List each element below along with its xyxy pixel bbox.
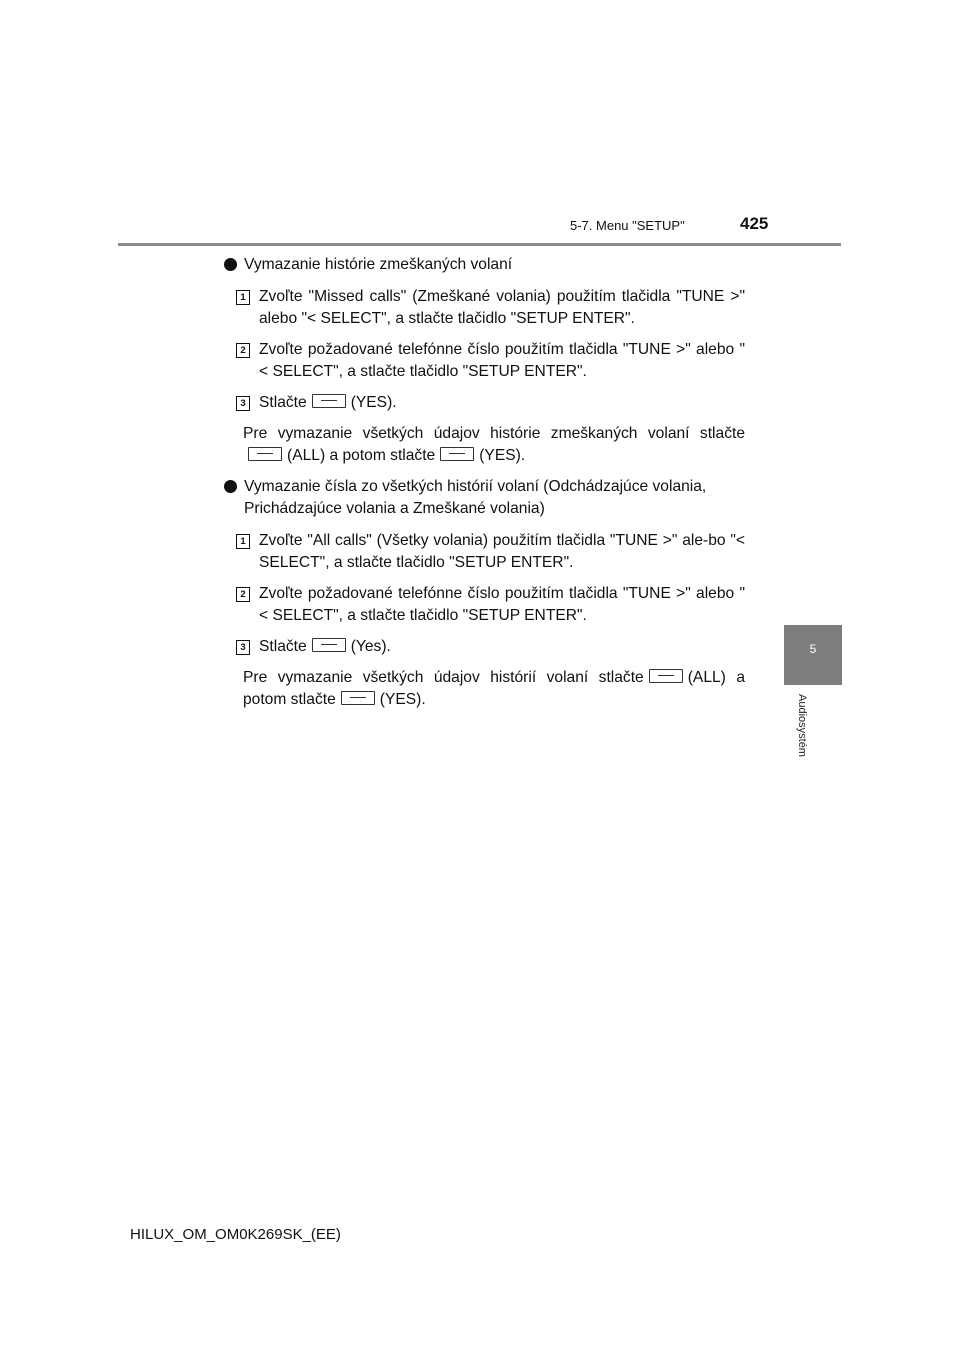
document-id: HILUX_OM_OM0K269SK_(EE)	[130, 1226, 341, 1243]
step-text: Zvoľte požadované telefónne číslo použitím tlačidla "TUNE >" alebo "< SELECT", a stlačte tlačidlo "SETUP ENTER".	[259, 341, 745, 380]
phone-button-icon	[440, 447, 474, 461]
note-part: Pre vymazanie všetkých údajov histórií volaní stlačte	[243, 669, 644, 686]
section-heading	[222, 254, 745, 276]
step-number-icon: 2	[236, 587, 250, 602]
step-text: Stlačte	[259, 638, 307, 655]
step-text: (Yes).	[350, 638, 391, 655]
step-text: (YES).	[350, 394, 397, 411]
step-text: Zvoľte "All calls" (Všetky volania) použitím tlačidla "TUNE >" ale-bo "< SELECT", a stlačte tlačidlo "SETUP ENTER".	[259, 532, 745, 571]
step-item	[222, 636, 745, 658]
page-number: 425	[740, 214, 769, 233]
phone-button-icon	[341, 691, 375, 705]
step-number-icon: 1	[236, 534, 250, 549]
note-part: (YES).	[379, 691, 426, 708]
step-number-icon: 1	[236, 290, 250, 305]
note-part: (ALL) a potom stlačte	[287, 447, 436, 464]
step-item	[222, 392, 745, 414]
step-item	[222, 286, 745, 330]
chapter-label: Audiosystém	[796, 694, 808, 757]
note-text	[222, 423, 745, 467]
phone-button-icon	[649, 669, 683, 683]
page-content	[222, 254, 745, 720]
note-part: (YES).	[479, 447, 526, 464]
step-number-icon: 3	[236, 396, 250, 411]
step-item	[222, 583, 745, 627]
section-heading-text: Vymazanie čísla zo všetkých histórií volaní (Odchádzajúce volania, Prichádzajúce volania a Zmeškané volania)	[244, 478, 707, 517]
step-item	[222, 339, 745, 383]
note-part: Pre vymazanie všetkých údajov histórie zmeškaných volaní stlačte	[243, 425, 745, 442]
step-number-icon: 2	[236, 343, 250, 358]
step-text: Stlačte	[259, 394, 307, 411]
header-divider	[118, 243, 841, 246]
step-text: Zvoľte "Missed calls" (Zmeškané volania) použitím tlačidla "TUNE >" alebo "< SELECT", a stlačte tlačidlo "SETUP ENTER".	[259, 288, 745, 327]
phone-button-icon	[312, 638, 346, 652]
section-heading	[222, 476, 745, 520]
phone-button-icon	[312, 394, 346, 408]
step-number-icon: 3	[236, 640, 250, 655]
chapter-number: 5	[809, 642, 817, 656]
section-heading-text: Vymazanie histórie zmeškaných volaní	[244, 256, 513, 273]
step-text: Zvoľte požadované telefónne číslo použitím tlačidla "TUNE >" alebo "< SELECT", a stlačte tlačidlo "SETUP ENTER".	[259, 585, 745, 624]
step-item	[222, 530, 745, 574]
chapter-tab	[784, 625, 842, 685]
bullet-icon	[224, 480, 237, 493]
section-title: 5-7. Menu "SETUP"	[570, 218, 685, 233]
note-part: (ALL) a potom stlačte	[243, 669, 745, 708]
note-text	[222, 667, 745, 711]
phone-button-icon	[248, 447, 282, 461]
bullet-icon	[224, 258, 237, 271]
